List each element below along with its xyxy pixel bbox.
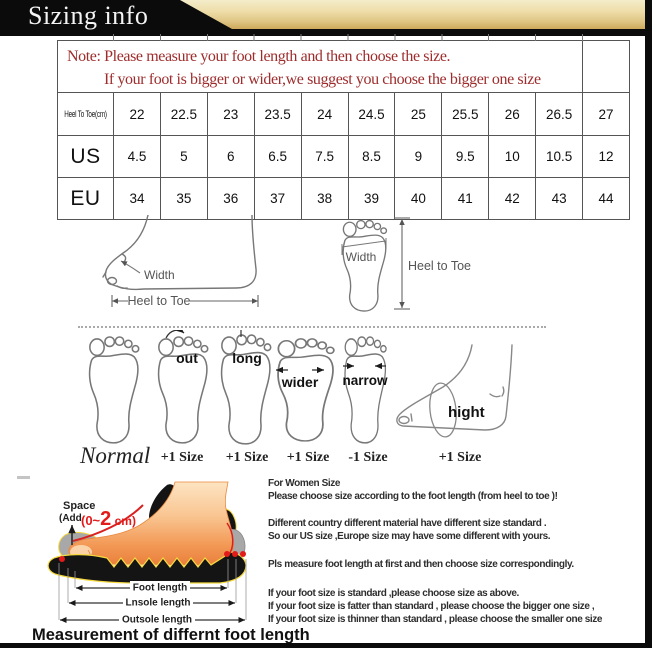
size-note bbox=[58, 41, 629, 93]
size-cell: 38 bbox=[301, 177, 348, 219]
size-cell: 44 bbox=[582, 177, 629, 219]
wider-label: wider bbox=[281, 374, 319, 390]
note-divider bbox=[582, 41, 583, 92]
size-cell: 5 bbox=[160, 135, 207, 177]
side-foot-drawing bbox=[103, 215, 256, 289]
normal-footprint bbox=[90, 337, 139, 443]
info-line: Please choose size according to the foot length (from heel to toe )! bbox=[268, 491, 558, 502]
side-heel-toe-label: Heel to Toe bbox=[127, 294, 191, 308]
out-size-label: +1 Size bbox=[160, 450, 204, 465]
marker-dot bbox=[240, 551, 246, 557]
long-size-label: +1 Size bbox=[225, 450, 269, 465]
size-cell: 26 bbox=[488, 93, 535, 135]
size-cell: 6 bbox=[207, 135, 254, 177]
narrow-footprint bbox=[345, 337, 386, 443]
size-cell: 40 bbox=[394, 177, 441, 219]
range-unit: cm) bbox=[111, 514, 136, 528]
marker-dot bbox=[224, 551, 230, 557]
row-label-us: US bbox=[58, 135, 113, 177]
info-heading: For Women Size bbox=[268, 478, 341, 489]
info-line: Different country different material have different size standard . bbox=[268, 518, 547, 529]
size-cell: 26.5 bbox=[535, 93, 582, 135]
size-cell: 36 bbox=[207, 177, 254, 219]
info-line: If your foot size is fatter than standard , please choose the bigger one size , bbox=[268, 601, 595, 612]
side-width-label: Width bbox=[144, 268, 175, 282]
info-line: So our US size ,Europe size may have some different with yours. bbox=[268, 531, 551, 542]
size-cell: 8.5 bbox=[348, 135, 395, 177]
size-cell: 23 bbox=[207, 93, 254, 135]
long-label: long bbox=[232, 350, 262, 366]
row-label-heel-to-toe: Heel To Toe(cm) bbox=[64, 109, 107, 119]
size-cell: 22.5 bbox=[160, 93, 207, 135]
size-cell: 43 bbox=[535, 177, 582, 219]
narrow-size-label: -1 Size bbox=[348, 450, 388, 465]
size-cell: 35 bbox=[160, 177, 207, 219]
note-line-1: Note: Please measure your foot length and then choose the size. bbox=[67, 48, 451, 65]
size-cell: 24 bbox=[301, 93, 348, 135]
size-cell: 42 bbox=[488, 177, 535, 219]
range-big: 2 bbox=[100, 508, 112, 530]
header-bar bbox=[0, 0, 652, 36]
info-line: Pls measure foot length at first and then choose size correspondingly. bbox=[268, 559, 574, 570]
size-cell: 12 bbox=[582, 135, 629, 177]
measuring-diagrams bbox=[60, 215, 480, 327]
shoe-measurement-diagram bbox=[15, 473, 265, 628]
column-ticks bbox=[113, 34, 629, 41]
outsole-length-label: Outsole length bbox=[122, 614, 192, 626]
print-heel-toe-label: Heel to Toe bbox=[408, 259, 472, 273]
out-label: out bbox=[176, 350, 198, 366]
hight-size-label: +1 Size bbox=[438, 450, 482, 465]
size-cell: 10 bbox=[488, 135, 535, 177]
size-cell: 9 bbox=[394, 135, 441, 177]
size-cell: 25.5 bbox=[441, 93, 488, 135]
info-line: If your foot size is standard ,please choose size as above. bbox=[268, 588, 519, 599]
footprint-drawing bbox=[343, 221, 386, 312]
space-label: Space bbox=[63, 500, 96, 512]
size-cell: 25 bbox=[394, 93, 441, 135]
normal-size-label: Normal bbox=[80, 443, 151, 468]
wider-size-label: +1 Size bbox=[286, 450, 330, 465]
size-cell: 39 bbox=[348, 177, 395, 219]
add-label: (Add bbox=[59, 513, 82, 524]
size-advice-text bbox=[268, 477, 646, 626]
size-cell: 37 bbox=[254, 177, 301, 219]
row-label-eu: EU bbox=[58, 177, 113, 219]
marker-dot bbox=[232, 551, 238, 557]
size-table bbox=[58, 93, 629, 219]
size-cell: 6.5 bbox=[254, 135, 301, 177]
size-cell: 7.5 bbox=[301, 135, 348, 177]
side-width-arrow bbox=[121, 261, 140, 273]
size-cell: 34 bbox=[113, 177, 160, 219]
insole-length-label: Lnsole length bbox=[125, 597, 191, 609]
size-chart bbox=[57, 40, 630, 220]
size-cell: 9.5 bbox=[441, 135, 488, 177]
size-cell: 24.5 bbox=[348, 93, 395, 135]
measurement-title: Measurement of differnt foot length bbox=[32, 626, 310, 644]
range-open: (0~ bbox=[81, 513, 101, 528]
marker-dot bbox=[59, 556, 65, 562]
size-cell: 41 bbox=[441, 177, 488, 219]
narrow-label: narrow bbox=[342, 373, 388, 388]
print-width-label: Width bbox=[345, 250, 377, 264]
size-cell: 4.5 bbox=[113, 135, 160, 177]
right-border bbox=[645, 0, 652, 648]
out-arrow bbox=[166, 330, 184, 338]
foot-types-row bbox=[60, 330, 530, 470]
foot-length-label: Foot length bbox=[132, 582, 188, 594]
dotted-separator bbox=[78, 326, 546, 328]
size-cell: 27 bbox=[582, 93, 629, 135]
size-cell: 10.5 bbox=[535, 135, 582, 177]
note-line-2: If your foot is bigger or wider,we suggest you choose the bigger one size bbox=[104, 71, 541, 88]
size-cell: 22 bbox=[113, 93, 160, 135]
size-cell: 23.5 bbox=[254, 93, 301, 135]
info-line: If your foot size is thinner than standard , please choose the smaller one size bbox=[268, 614, 603, 625]
hight-label: hight bbox=[448, 404, 485, 421]
page-title: Sizing info bbox=[28, 1, 149, 30]
